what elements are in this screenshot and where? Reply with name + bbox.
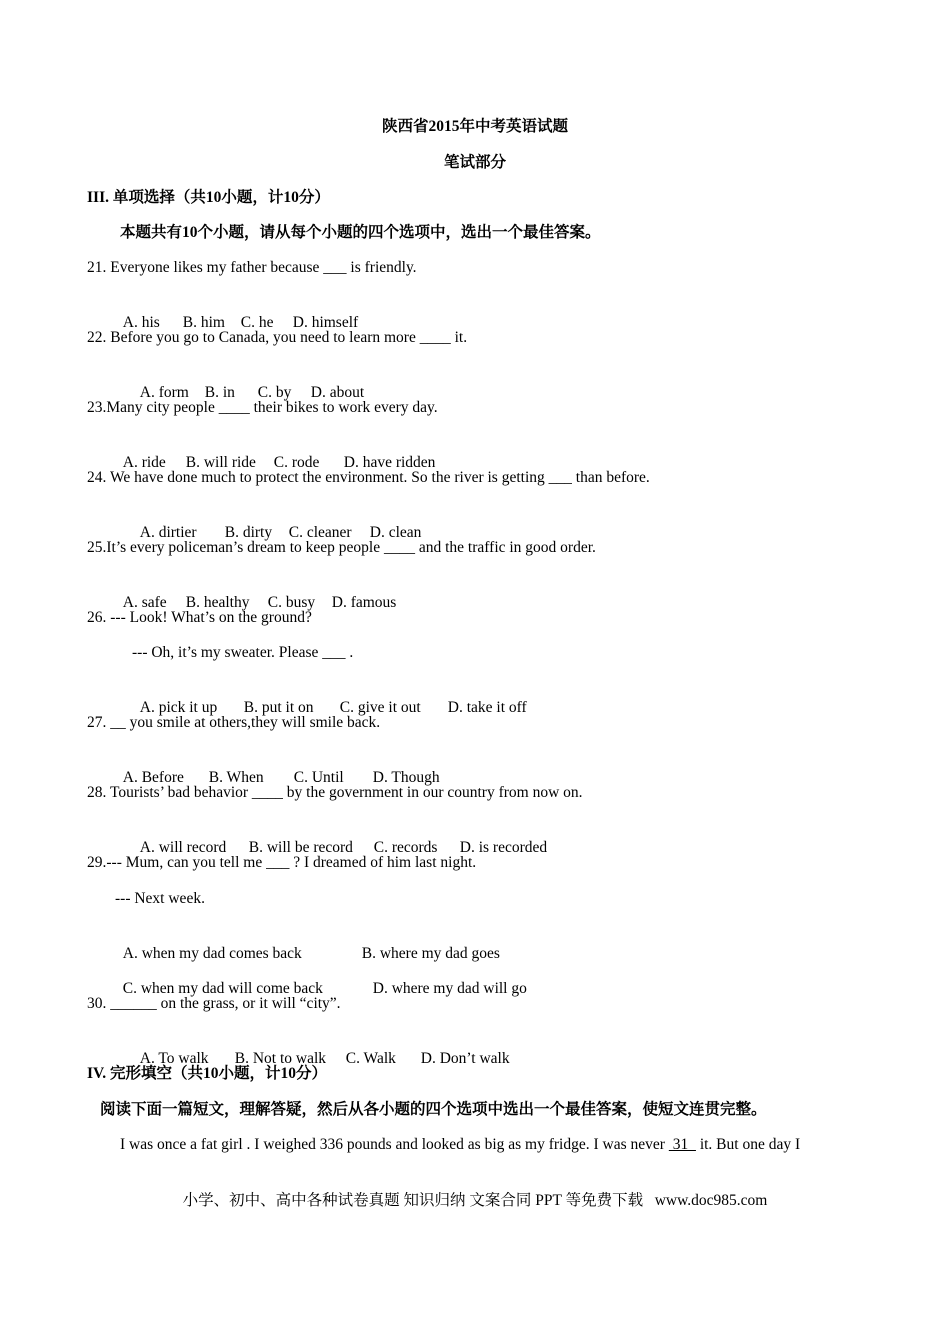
- option-d: D. himself: [292, 314, 359, 331]
- option-c: C. cleaner: [288, 524, 352, 541]
- option-c: C. Until: [293, 769, 344, 786]
- section-4-heading: IV. 完形填空（共10小题，计10分）: [87, 1065, 327, 1082]
- question-29-options-row1: [115, 924, 500, 964]
- option-b: B. Not to walk: [234, 1050, 327, 1067]
- question-29-stem: 29.--- Mum, can you tell me ___ ? I dreamed of him last night.: [87, 854, 477, 871]
- option-d: D. have ridden: [343, 454, 436, 471]
- section-4-instruction: 阅读下面一篇短文，理解答疑，然后从各小题的四个选项中选出一个最佳答案，使短文连贯完整。: [100, 1101, 767, 1118]
- option-c: C. records: [373, 839, 438, 856]
- section-3-instruction: 本题共有10个小题，请从每个小题的四个选项中，选出一个最佳答案。: [120, 224, 601, 241]
- option-c: C. rode: [273, 454, 320, 471]
- question-25-stem: 25.It’s every policeman’s dream to keep people ____ and the traffic in good order.: [87, 539, 596, 556]
- option-c: C. when my dad will come back: [122, 980, 323, 997]
- option-b: B. dirty: [224, 524, 273, 541]
- option-c: C. he: [240, 314, 274, 331]
- question-26-line2: --- Oh, it’s my sweater. Please ___ .: [132, 644, 354, 661]
- question-25-options: [115, 573, 396, 613]
- option-d: D. take it off: [447, 699, 527, 716]
- option-a: A. ride: [122, 454, 166, 471]
- passage-text-end: it. But one day I: [695, 1136, 801, 1153]
- option-a: A. pick it up: [139, 699, 218, 716]
- option-d: D. Don’t walk: [420, 1050, 510, 1067]
- question-23-options: [115, 433, 435, 473]
- question-21-options: [115, 293, 358, 333]
- option-b: B. will ride: [185, 454, 256, 471]
- question-28-options: [132, 818, 547, 858]
- option-d: D. famous: [331, 594, 397, 611]
- option-a: A. will record: [139, 839, 227, 856]
- option-a: A. his: [122, 314, 160, 331]
- option-d: D. is recorded: [459, 839, 548, 856]
- option-a: A. when my dad comes back: [122, 945, 302, 962]
- option-b: B. put it on: [243, 699, 314, 716]
- option-d: D. Though: [372, 769, 440, 786]
- page-title: 陕西省2015年中考英语试题: [381, 118, 568, 135]
- option-a: A. To walk: [139, 1050, 209, 1067]
- question-23-stem: 23.Many city people ____ their bikes to work every day.: [87, 399, 438, 416]
- option-d: D. where my dad will go: [372, 980, 527, 997]
- passage-first-line: [120, 1135, 800, 1155]
- page-subtitle: 笔试部分: [443, 154, 506, 171]
- section-3-heading: III. 单项选择（共10小题，计10分）: [87, 189, 330, 206]
- blank-31: 31: [668, 1136, 696, 1153]
- option-b: B. When: [208, 769, 264, 786]
- question-27-options: [115, 748, 440, 788]
- page-footer: 小学、初中、高中各种试卷真题 知识归纳 文案合同 PPT 等免费下载 www.doc985.com: [182, 1192, 768, 1209]
- option-d: D. about: [310, 384, 365, 401]
- question-22-options: [132, 363, 364, 403]
- question-29-line2: --- Next week.: [115, 890, 205, 907]
- question-30-stem: 30. ______ on the grass, or it will “city”.: [87, 995, 341, 1012]
- option-c: C. by: [257, 384, 292, 401]
- option-c: C. give it out: [339, 699, 421, 716]
- option-c: C. Walk: [345, 1050, 396, 1067]
- question-29-options-row2: [115, 959, 527, 999]
- option-d: D. clean: [369, 524, 422, 541]
- question-22-stem: 22. Before you go to Canada, you need to learn more ____ it.: [87, 329, 468, 346]
- question-30-options: [132, 1029, 510, 1069]
- option-c: C. busy: [267, 594, 316, 611]
- question-24-stem: 24. We have done much to protect the environment. So the river is getting ___ than before.: [87, 469, 650, 486]
- question-27-stem: 27. __ you smile at others,they will smile back.: [87, 714, 381, 731]
- option-a: A. dirtier: [139, 524, 197, 541]
- question-26-stem: 26. --- Look! What’s on the ground?: [87, 609, 312, 626]
- question-24-options: [132, 503, 421, 543]
- option-b: B. healthy: [185, 594, 250, 611]
- question-26-options: [132, 678, 527, 718]
- option-a: A. Before: [122, 769, 184, 786]
- option-a: A. safe: [122, 594, 167, 611]
- question-21-stem: 21. Everyone likes my father because ___ is friendly.: [87, 259, 417, 276]
- option-a: A. form: [139, 384, 189, 401]
- option-b: B. him: [182, 314, 225, 331]
- option-b: B. will be record: [248, 839, 353, 856]
- option-b: B. where my dad goes: [361, 945, 500, 962]
- passage-text-start: I was once a fat girl . I weighed 336 pounds and looked as big as my fridge. I was never: [120, 1136, 669, 1153]
- option-b: B. in: [204, 384, 235, 401]
- question-28-stem: 28. Tourists’ bad behavior ____ by the government in our country from now on.: [87, 784, 583, 801]
